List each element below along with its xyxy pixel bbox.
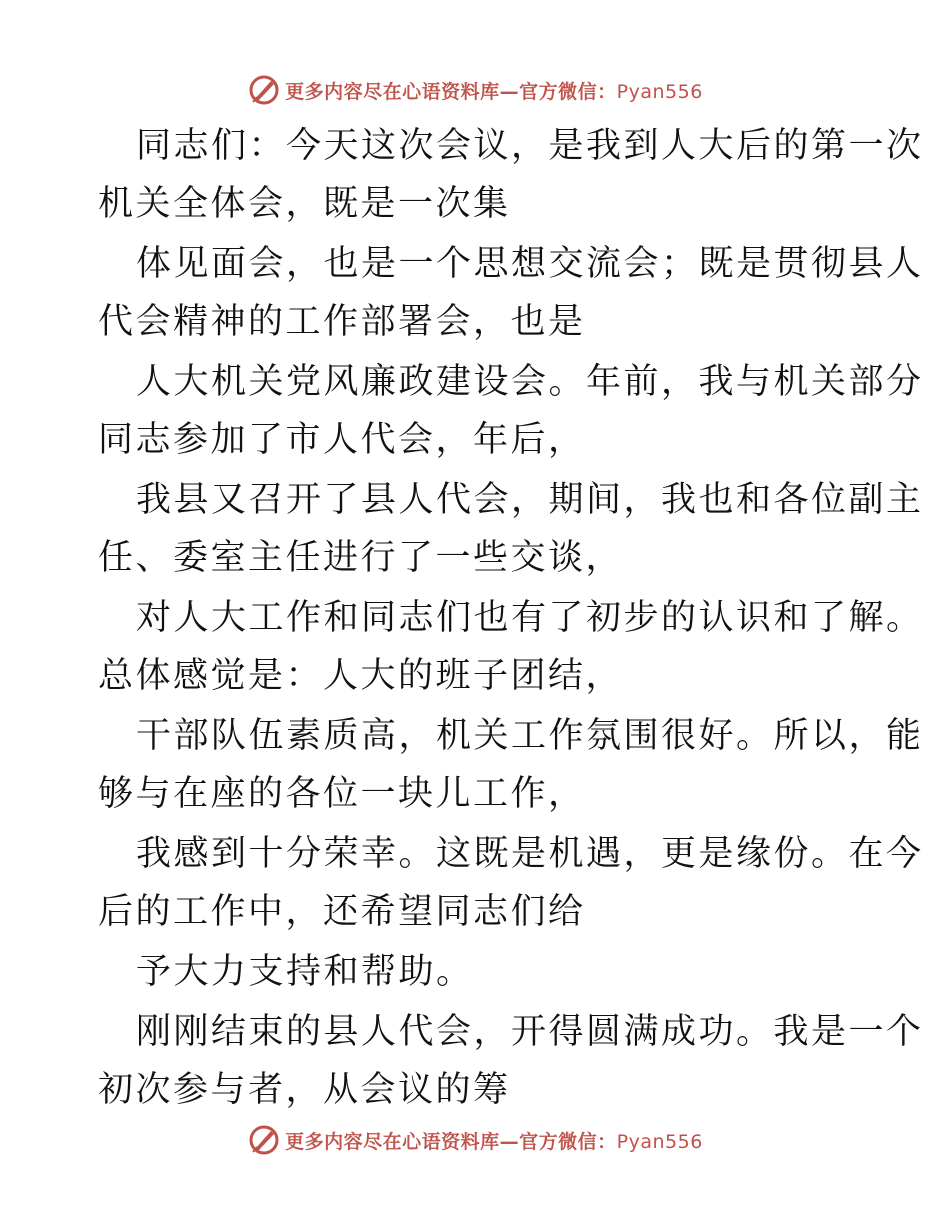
- text-line: 代会精神的工作部署会，也是: [98, 302, 586, 342]
- text-line: 机关全体会，既是一次集: [98, 184, 511, 224]
- text-line: 同志参加了市人代会，年后，: [98, 420, 586, 460]
- watermark-handle: Pyan556: [616, 80, 703, 103]
- text-line: 后的工作中，还希望同志们给: [98, 892, 586, 932]
- quill-logo-icon: [247, 1123, 281, 1157]
- quill-logo-icon: [247, 73, 281, 107]
- text-line: 予大力支持和帮助。: [136, 952, 474, 992]
- footer-watermark: [0, 1120, 950, 1160]
- text-line: 对人大工作和同志们也有了初步的认识和了解。: [136, 598, 924, 638]
- text-line: 同志们：今天这次会议，是我到人大后的第一次: [136, 126, 924, 166]
- text-line: 任、委室主任进行了一些交谈，: [98, 538, 624, 578]
- text-line: 初次参与者，从会议的筹: [98, 1070, 511, 1110]
- watermark-handle: Pyan556: [616, 1130, 703, 1153]
- text-line: 刚刚结束的县人代会，开得圆满成功。我是一个: [136, 1012, 924, 1052]
- text-line: 干部队伍素质高，机关工作氛围很好。所以，能: [136, 716, 924, 756]
- text-line: 够与在座的各位一块儿工作，: [98, 774, 586, 814]
- text-line: 体见面会，也是一个思想交流会；既是贯彻县人: [136, 244, 924, 284]
- watermark-text: 更多内容尽在心语资料库—官方微信：Pyan556: [285, 1130, 703, 1153]
- text-line: 总体感觉是：人大的班子团结，: [98, 656, 624, 696]
- header-watermark: [0, 70, 950, 110]
- text-line: 我县又召开了县人代会，期间，我也和各位副主: [136, 480, 924, 520]
- text-line: 我感到十分荣幸。这既是机遇，更是缘份。在今: [136, 834, 924, 874]
- text-line: 人大机关党风廉政建设会。年前，我与机关部分: [136, 362, 924, 402]
- watermark-text: 更多内容尽在心语资料库—官方微信：Pyan556: [285, 80, 703, 103]
